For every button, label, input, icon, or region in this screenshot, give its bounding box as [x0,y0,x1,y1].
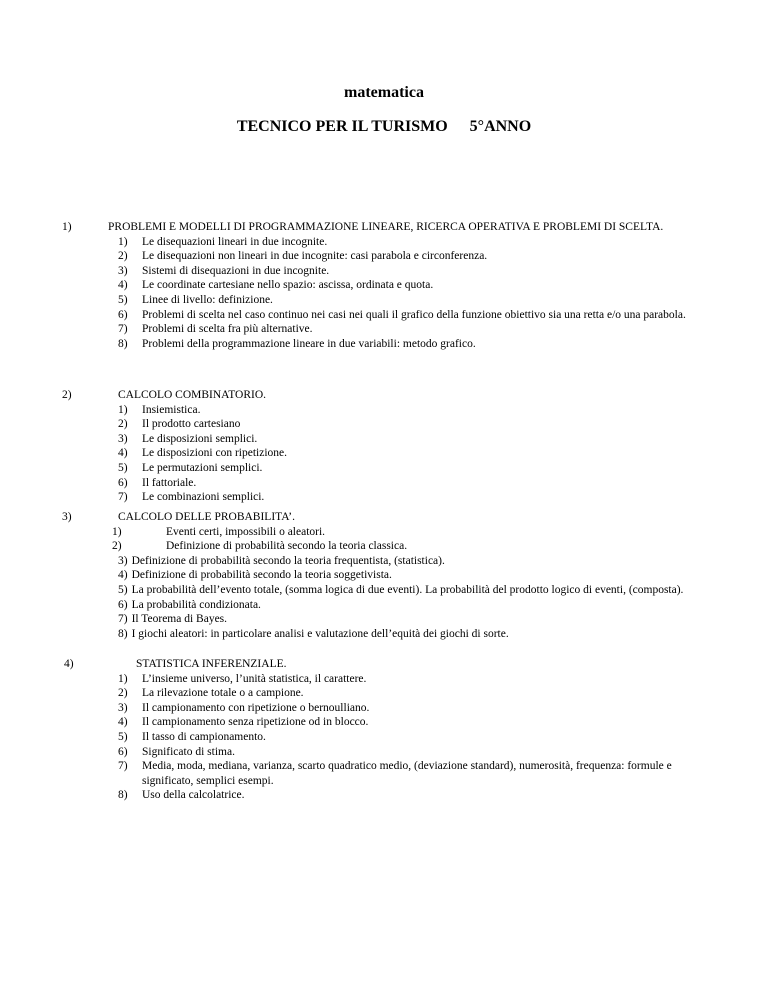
list-item: 8) Uso della calcolatrice. [118,789,245,802]
course-title [0,118,768,136]
list-item: 4) Le coordinate cartesiane nello spazio: ascissa, ordinata e quota. [118,279,434,292]
list-item: 1) Insiemistica. [118,403,201,416]
list-item: 6) Problemi di scelta nel caso continuo nei casi nei quali il grafico della funzione obiettivo sia una retta e/o una parabola. [118,308,686,321]
section-title: PROBLEMI E MODELLI DI PROGRAMMAZIONE LINEARE, RICERCA OPERATIVA E PROBLEMI DI SCELTA. [108,221,664,233]
list-item: 7) Le combinazioni semplici. [118,491,265,504]
list-item: 4) Definizione di probabilità secondo la teoria soggetivista. [118,569,392,582]
subject-title: matematica [344,84,424,101]
list-item: 6) La probabilità condizionata. [118,598,261,611]
course-name: TECNICO PER IL TURISMO [236,118,448,135]
section-title: CALCOLO DELLE PROBABILITA’. [118,511,295,523]
section-2 [62,388,706,505]
list-item: 1) L’insieme universo, l’unità statistica, il carattere. [118,672,367,685]
list-item: 5) Linee di livello: definizione. [118,293,273,306]
list-item: 5) La probabilità dell’evento totale, (somma logica di due eventi). La probabilità del prodotto logico di eventi, (composta). [118,583,684,596]
list-item: 8) I giochi aleatori: in particolare analisi e valutazione dell’equità dei giochi di sorte. [118,627,509,640]
section-number: 1) [62,221,72,233]
list-item: 2) Le disequazioni non lineari in due incognite: casi parabola e circonferenza. [118,250,488,263]
list-item: 2) La rilevazione totale o a campione. [118,687,304,700]
section-heading [62,388,706,403]
section-heading [64,657,706,672]
list-item: 5) Il tasso di campionamento. [118,730,266,743]
section-number: 3) [62,511,72,523]
list-item: 2) Il prodotto cartesiano [118,418,241,431]
section-number: 2) [62,389,72,401]
section-heading [62,510,706,525]
section-1 [62,220,708,351]
list-item: 8) Problemi della programmazione lineare in due variabili: metodo grafico. [118,337,476,350]
list-item: 3) Il campionamento con ripetizione o bernoulliano. [118,701,370,714]
list-item: 3) Le disposizioni semplici. [118,432,258,445]
list-item: 1) Eventi certi, impossibili o aleatori. [112,525,326,538]
list-item: 3) Sistemi di disequazioni in due incognite. [118,264,330,277]
list-item: 6) Il fattoriale. [118,476,197,489]
list-item: 4) Le disposizioni con ripetizione. [118,447,287,460]
list-item: 7) Media, moda, mediana, varianza, scarto quadratico medio, (deviazione standard), numerosità, frequenza: formule e significato, semplici esempi. [118,760,672,787]
list-item: 7) Problemi di scelta fra più alternative. [118,323,313,336]
list-item: 6) Significato di stima. [118,745,235,758]
section-4 [64,657,706,803]
list-item: 1) Le disequazioni lineari in due incognite. [118,235,328,248]
section-3 [62,510,706,641]
list-item: 3) Definizione di probabilità secondo la teoria frequentista, (statistica). [118,554,445,567]
section-title: CALCOLO COMBINATORIO. [118,389,267,401]
list-item: 4) Il campionamento senza ripetizione od in blocco. [118,716,369,729]
list-item: 5) Le permutazioni semplici. [118,461,263,474]
section-title: STATISTICA INFERENZIALE. [136,658,287,670]
list-item: 7) Il Teorema di Bayes. [118,613,228,626]
course-year: 5°ANNO [469,118,532,135]
list-item: 2) Definizione di probabilità secondo la teoria classica. [112,540,408,553]
section-number: 4) [64,658,74,670]
section-heading [62,220,708,235]
